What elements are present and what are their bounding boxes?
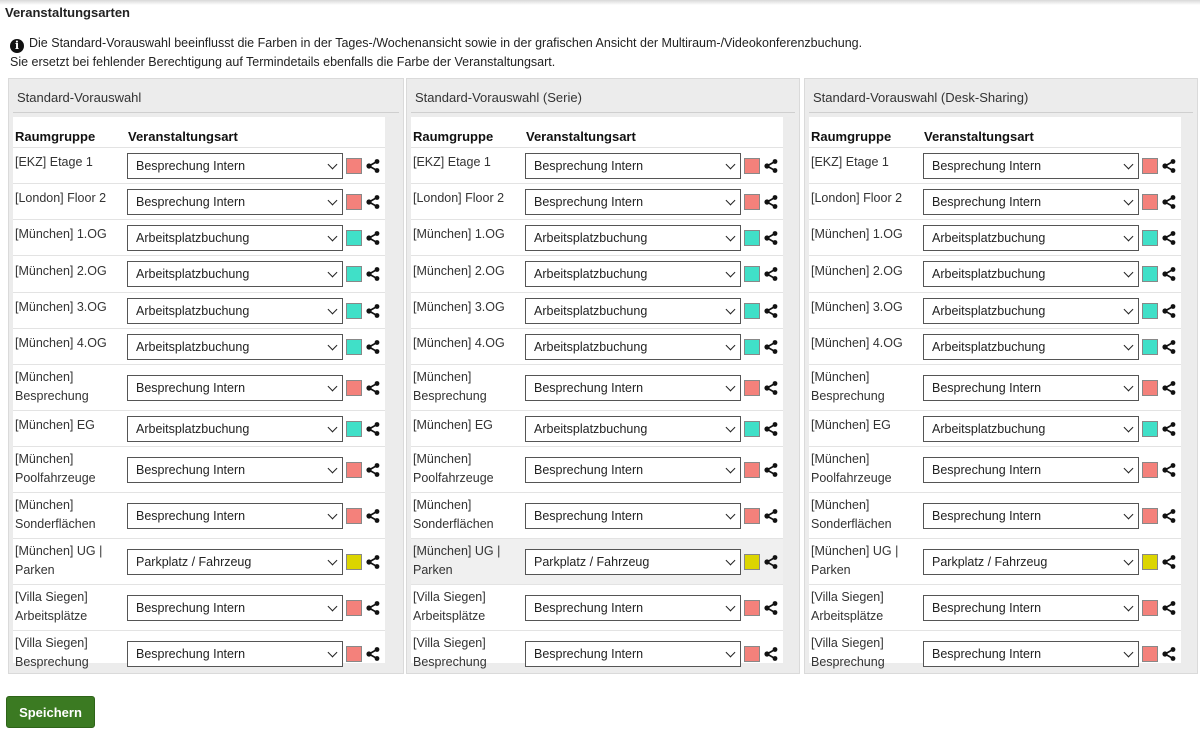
- table-row: [411, 584, 783, 630]
- share-icon[interactable]: [1162, 381, 1176, 395]
- color-swatch: [346, 339, 362, 355]
- room-group-label: [Villa Siegen] Arbeitsplätze: [15, 590, 88, 623]
- table-row: [809, 584, 1181, 630]
- share-icon[interactable]: [366, 463, 380, 477]
- room-group-label: [München] 3.OG: [811, 300, 903, 314]
- color-swatch: [744, 158, 760, 174]
- event-type-select[interactable]: [923, 334, 1139, 360]
- event-type-value: Besprechung Intern: [534, 194, 644, 209]
- event-type-select[interactable]: [923, 416, 1139, 442]
- room-group-label: [Villa Siegen] Besprechung: [15, 636, 89, 669]
- color-swatch: [1142, 339, 1158, 355]
- share-icon[interactable]: [366, 159, 380, 173]
- event-type-value: Arbeitsplatzbuchung: [534, 421, 648, 436]
- event-type-select[interactable]: [127, 225, 343, 251]
- room-group-label: [München] 2.OG: [811, 263, 903, 278]
- event-type-value: Besprechung Intern: [534, 600, 644, 615]
- color-swatch: [1142, 646, 1158, 662]
- info-line-1: Die Standard-Vorauswahl beeinflusst die Farben in der Tages-/Wochenansicht sowie in der grafischen Ansicht der Multiraum-/Videokonferenzbuchung.: [29, 36, 863, 50]
- event-type-value: Arbeitsplatzbuchung: [534, 303, 648, 318]
- room-group-label: [München] Sonderflächen: [413, 498, 494, 531]
- info-line-2: Sie ersetzt bei fehlender Berechtigung auf Termindetails ebenfalls die Farbe der Veranstaltungsart.: [10, 55, 556, 69]
- room-group-label: [München] EG: [413, 418, 493, 432]
- share-icon[interactable]: [764, 647, 778, 661]
- event-type-select[interactable]: [525, 153, 741, 179]
- panel-serie: [406, 78, 800, 674]
- event-type-select[interactable]: [525, 298, 741, 324]
- room-group-label: [München] 3.OG: [413, 300, 505, 314]
- room-group-label: [München] UG | Parken: [811, 544, 899, 577]
- share-icon[interactable]: [366, 381, 380, 395]
- room-group-label: [Villa Siegen] Arbeitsplätze: [413, 590, 486, 623]
- event-type-select[interactable]: [923, 457, 1139, 483]
- room-group-label: [Villa Siegen] Besprechung: [811, 636, 885, 669]
- event-type-select[interactable]: [525, 457, 741, 483]
- table-header: [411, 117, 783, 147]
- color-swatch: [744, 380, 760, 396]
- share-icon[interactable]: [764, 340, 778, 354]
- color-swatch: [346, 194, 362, 210]
- share-icon[interactable]: [764, 422, 778, 436]
- table-row: [809, 219, 1181, 255]
- share-icon[interactable]: [366, 555, 380, 569]
- share-icon[interactable]: [1162, 340, 1176, 354]
- color-swatch: [346, 266, 362, 282]
- room-group-label: [München] 1.OG: [413, 227, 505, 241]
- column-header-room: Raumgruppe: [811, 129, 892, 144]
- event-type-select[interactable]: [525, 189, 741, 215]
- color-swatch: [346, 600, 362, 616]
- table-row: [13, 630, 385, 676]
- table-row: [809, 255, 1181, 292]
- share-icon[interactable]: [764, 509, 778, 523]
- room-group-label: [München] 4.OG: [413, 336, 505, 350]
- color-swatch: [1142, 303, 1158, 319]
- share-icon[interactable]: [1162, 195, 1176, 209]
- event-type-select[interactable]: [127, 298, 343, 324]
- table-row: [411, 255, 783, 292]
- panel-table: [411, 117, 783, 669]
- event-type-select[interactable]: [525, 503, 741, 529]
- room-group-label: [EKZ] Etage 1: [15, 155, 93, 169]
- room-group-label: [München] EG: [811, 418, 891, 432]
- event-type-value: Besprechung Intern: [534, 508, 644, 523]
- event-type-value: Arbeitsplatzbuchung: [932, 303, 1046, 318]
- color-swatch: [1142, 554, 1158, 570]
- color-swatch: [346, 508, 362, 524]
- share-icon[interactable]: [366, 509, 380, 523]
- color-swatch: [1142, 194, 1158, 210]
- event-type-value: Arbeitsplatzbuchung: [534, 267, 648, 281]
- event-type-value: Besprechung Intern: [534, 380, 644, 395]
- panel-table: [13, 117, 385, 669]
- color-swatch: [744, 462, 760, 478]
- share-icon[interactable]: [1162, 231, 1176, 245]
- color-swatch: [1142, 462, 1158, 478]
- room-group-label: [München] EG: [15, 418, 95, 432]
- table-row: [809, 630, 1181, 676]
- color-swatch: [744, 600, 760, 616]
- table-row: [13, 183, 385, 219]
- share-icon[interactable]: [764, 463, 778, 477]
- table-row: [13, 292, 385, 328]
- color-swatch: [346, 646, 362, 662]
- share-icon[interactable]: [1162, 422, 1176, 436]
- room-group-label: [London] Floor 2: [811, 191, 903, 205]
- share-icon[interactable]: [1162, 304, 1176, 318]
- event-type-value: Arbeitsplatzbuchung: [534, 230, 648, 245]
- share-icon[interactable]: [366, 195, 380, 209]
- room-group-label: [München] Besprechung: [811, 370, 885, 403]
- table-row: [411, 630, 783, 676]
- event-type-select[interactable]: [127, 457, 343, 483]
- room-group-label: [München] 4.OG: [811, 336, 903, 350]
- event-type-value: Arbeitsplatzbuchung: [932, 267, 1046, 281]
- share-icon[interactable]: [1162, 509, 1176, 523]
- color-swatch: [346, 158, 362, 174]
- share-icon[interactable]: [366, 647, 380, 661]
- room-group-label: [Villa Siegen] Besprechung: [413, 636, 487, 669]
- column-header-type: Veranstaltungsart: [128, 129, 238, 144]
- event-type-select[interactable]: [525, 375, 741, 401]
- column-header-type: Veranstaltungsart: [526, 129, 636, 144]
- room-group-label: [München] 4.OG: [15, 336, 107, 350]
- table-row: [411, 328, 783, 364]
- event-type-select[interactable]: [127, 189, 343, 215]
- table-row: [13, 584, 385, 630]
- share-icon[interactable]: [764, 231, 778, 245]
- event-type-value: Besprechung Intern: [136, 508, 246, 523]
- column-header-room: Raumgruppe: [413, 129, 494, 144]
- event-type-value: Besprechung Intern: [534, 158, 644, 173]
- share-icon[interactable]: [366, 601, 380, 615]
- panel-title: Standard-Vorauswahl (Serie): [411, 79, 795, 113]
- color-swatch: [744, 421, 760, 437]
- table-row: [13, 538, 385, 584]
- share-icon[interactable]: [366, 304, 380, 318]
- room-group-label: [München] UG | Parken: [413, 544, 501, 577]
- share-icon[interactable]: [764, 267, 778, 281]
- event-type-value: Besprechung Intern: [136, 646, 246, 661]
- table-row: [13, 255, 385, 292]
- table-row: [411, 492, 783, 538]
- event-type-select[interactable]: [923, 189, 1139, 215]
- panel-title: Standard-Vorauswahl: [13, 79, 399, 113]
- event-type-select[interactable]: [525, 261, 741, 287]
- color-swatch: [744, 508, 760, 524]
- event-type-select[interactable]: [923, 298, 1139, 324]
- color-swatch: [744, 303, 760, 319]
- color-swatch: [1142, 421, 1158, 437]
- room-group-label: [London] Floor 2: [413, 191, 505, 205]
- room-group-label: [München] 2.OG: [413, 263, 505, 278]
- event-type-value: Besprechung Intern: [534, 646, 644, 661]
- color-swatch: [1142, 158, 1158, 174]
- info-text: [10, 34, 862, 72]
- event-type-value: Arbeitsplatzbuchung: [932, 230, 1046, 245]
- event-type-value: Parkplatz / Fahrzeug: [136, 554, 252, 569]
- color-swatch: [1142, 266, 1158, 282]
- color-swatch: [744, 554, 760, 570]
- room-group-label: [München] 2.OG: [15, 263, 107, 278]
- share-icon[interactable]: [764, 555, 778, 569]
- table-row: [809, 446, 1181, 492]
- top-shadow: [0, 0, 1200, 5]
- panel-title: Standard-Vorauswahl (Desk-Sharing): [809, 79, 1193, 113]
- room-group-label: [München] 1.OG: [811, 227, 903, 241]
- column-header-room: Raumgruppe: [15, 129, 96, 144]
- event-type-select[interactable]: [127, 641, 343, 667]
- share-icon[interactable]: [1162, 159, 1176, 173]
- table-row: [13, 492, 385, 538]
- page-title: Veranstaltungsarten: [5, 5, 130, 20]
- room-group-label: [München] Poolfahrzeuge: [811, 452, 892, 485]
- table-row: [809, 147, 1181, 183]
- info-line: [10, 34, 862, 53]
- table-row: [411, 410, 783, 446]
- color-swatch: [1142, 380, 1158, 396]
- share-icon[interactable]: [764, 381, 778, 395]
- table-row: [13, 446, 385, 492]
- event-type-select[interactable]: [127, 503, 343, 529]
- event-type-value: Arbeitsplatzbuchung: [932, 421, 1046, 436]
- event-type-value: Arbeitsplatzbuchung: [136, 303, 250, 318]
- event-type-value: Besprechung Intern: [932, 158, 1042, 173]
- event-type-value: Arbeitsplatzbuchung: [136, 339, 250, 354]
- event-type-value: Besprechung Intern: [136, 462, 246, 477]
- panel-standard: [8, 78, 404, 674]
- table-row: [13, 410, 385, 446]
- room-group-label: [Villa Siegen] Arbeitsplätze: [811, 590, 884, 623]
- event-type-value: Besprechung Intern: [136, 380, 246, 395]
- info-icon: i: [10, 39, 24, 53]
- event-type-select[interactable]: [525, 641, 741, 667]
- share-icon[interactable]: [1162, 267, 1176, 281]
- event-type-select[interactable]: [127, 334, 343, 360]
- room-group-label: [München] UG | Parken: [15, 544, 103, 577]
- color-swatch: [346, 554, 362, 570]
- panel-table: [809, 117, 1181, 669]
- column-header-type: Veranstaltungsart: [924, 129, 1034, 144]
- color-swatch: [744, 230, 760, 246]
- event-type-select[interactable]: [525, 334, 741, 360]
- room-group-label: [München] Poolfahrzeuge: [413, 452, 494, 485]
- event-type-value: Arbeitsplatzbuchung: [136, 230, 250, 245]
- room-group-label: [München] 3.OG: [15, 300, 107, 314]
- color-swatch: [1142, 230, 1158, 246]
- event-type-value: Besprechung Intern: [932, 194, 1042, 209]
- room-group-label: [München] Sonderflächen: [811, 498, 892, 531]
- event-type-select[interactable]: [127, 375, 343, 401]
- color-swatch: [744, 646, 760, 662]
- color-swatch: [1142, 508, 1158, 524]
- event-type-value: Arbeitsplatzbuchung: [932, 339, 1046, 354]
- table-row: [13, 147, 385, 183]
- color-swatch: [346, 303, 362, 319]
- event-type-select[interactable]: [127, 549, 343, 575]
- table-row: [13, 219, 385, 255]
- table-row: [411, 364, 783, 410]
- room-group-label: [EKZ] Etage 1: [413, 155, 491, 169]
- event-type-select[interactable]: [923, 153, 1139, 179]
- table-row: [809, 538, 1181, 584]
- table-row: [809, 328, 1181, 364]
- share-icon[interactable]: [366, 340, 380, 354]
- share-icon[interactable]: [1162, 647, 1176, 661]
- share-icon[interactable]: [366, 267, 380, 281]
- table-row: [411, 538, 783, 584]
- table-row: [13, 364, 385, 410]
- event-type-value: Parkplatz / Fahrzeug: [534, 554, 650, 569]
- table-row: [411, 219, 783, 255]
- event-type-value: Besprechung Intern: [136, 194, 246, 209]
- event-type-value: Besprechung Intern: [932, 508, 1042, 523]
- table-row: [809, 410, 1181, 446]
- table-row: [411, 446, 783, 492]
- event-type-select[interactable]: [525, 595, 741, 621]
- share-icon[interactable]: [1162, 601, 1176, 615]
- save-button[interactable]: Speichern: [6, 696, 95, 728]
- event-type-select[interactable]: [923, 375, 1139, 401]
- event-type-value: Besprechung Intern: [932, 646, 1042, 661]
- event-type-select[interactable]: [923, 595, 1139, 621]
- table-row: [411, 292, 783, 328]
- share-icon[interactable]: [764, 159, 778, 173]
- table-row: [411, 147, 783, 183]
- room-group-label: [EKZ] Etage 1: [811, 155, 889, 169]
- table-row: [809, 183, 1181, 219]
- event-type-select[interactable]: [525, 549, 741, 575]
- event-type-select[interactable]: [525, 416, 741, 442]
- room-group-label: [München] Poolfahrzeuge: [15, 452, 96, 485]
- event-type-value: Arbeitsplatzbuchung: [136, 267, 250, 281]
- color-swatch: [346, 462, 362, 478]
- room-group-label: [München] Sonderflächen: [15, 498, 96, 531]
- event-type-select[interactable]: [923, 549, 1139, 575]
- room-group-label: [London] Floor 2: [15, 191, 107, 205]
- share-icon[interactable]: [1162, 555, 1176, 569]
- share-icon[interactable]: [1162, 463, 1176, 477]
- table-row: [809, 492, 1181, 538]
- event-type-value: Besprechung Intern: [932, 600, 1042, 615]
- table-row: [411, 183, 783, 219]
- panel-desk-sharing: [804, 78, 1198, 674]
- table-header: [13, 117, 385, 147]
- color-swatch: [744, 266, 760, 282]
- share-icon[interactable]: [366, 231, 380, 245]
- event-type-value: Besprechung Intern: [136, 158, 246, 173]
- color-swatch: [744, 194, 760, 210]
- share-icon[interactable]: [764, 195, 778, 209]
- table-header: [809, 117, 1181, 147]
- table-row: [809, 364, 1181, 410]
- color-swatch: [346, 421, 362, 437]
- event-type-value: Parkplatz / Fahrzeug: [932, 554, 1048, 569]
- color-swatch: [346, 230, 362, 246]
- event-type-select[interactable]: [127, 261, 343, 287]
- room-group-label: [München] 1.OG: [15, 227, 107, 241]
- event-type-value: Besprechung Intern: [534, 462, 644, 477]
- event-type-select[interactable]: [923, 503, 1139, 529]
- event-type-select[interactable]: [127, 595, 343, 621]
- table-row: [809, 292, 1181, 328]
- share-icon[interactable]: [366, 422, 380, 436]
- event-type-value: Arbeitsplatzbuchung: [136, 421, 250, 436]
- room-group-label: [München] Besprechung: [15, 370, 89, 403]
- table-row: [13, 328, 385, 364]
- event-type-value: Besprechung Intern: [932, 380, 1042, 395]
- share-icon[interactable]: [764, 304, 778, 318]
- color-swatch: [346, 380, 362, 396]
- event-type-select[interactable]: [525, 225, 741, 251]
- event-type-select[interactable]: [127, 416, 343, 442]
- event-type-select[interactable]: [923, 225, 1139, 251]
- event-type-value: Arbeitsplatzbuchung: [534, 339, 648, 354]
- event-type-value: Besprechung Intern: [136, 600, 246, 615]
- event-type-select[interactable]: [923, 261, 1139, 287]
- color-swatch: [744, 339, 760, 355]
- event-type-select[interactable]: [127, 153, 343, 179]
- event-type-select[interactable]: [923, 641, 1139, 667]
- share-icon[interactable]: [764, 601, 778, 615]
- color-swatch: [1142, 600, 1158, 616]
- room-group-label: [München] Besprechung: [413, 370, 487, 403]
- event-type-value: Besprechung Intern: [932, 462, 1042, 477]
